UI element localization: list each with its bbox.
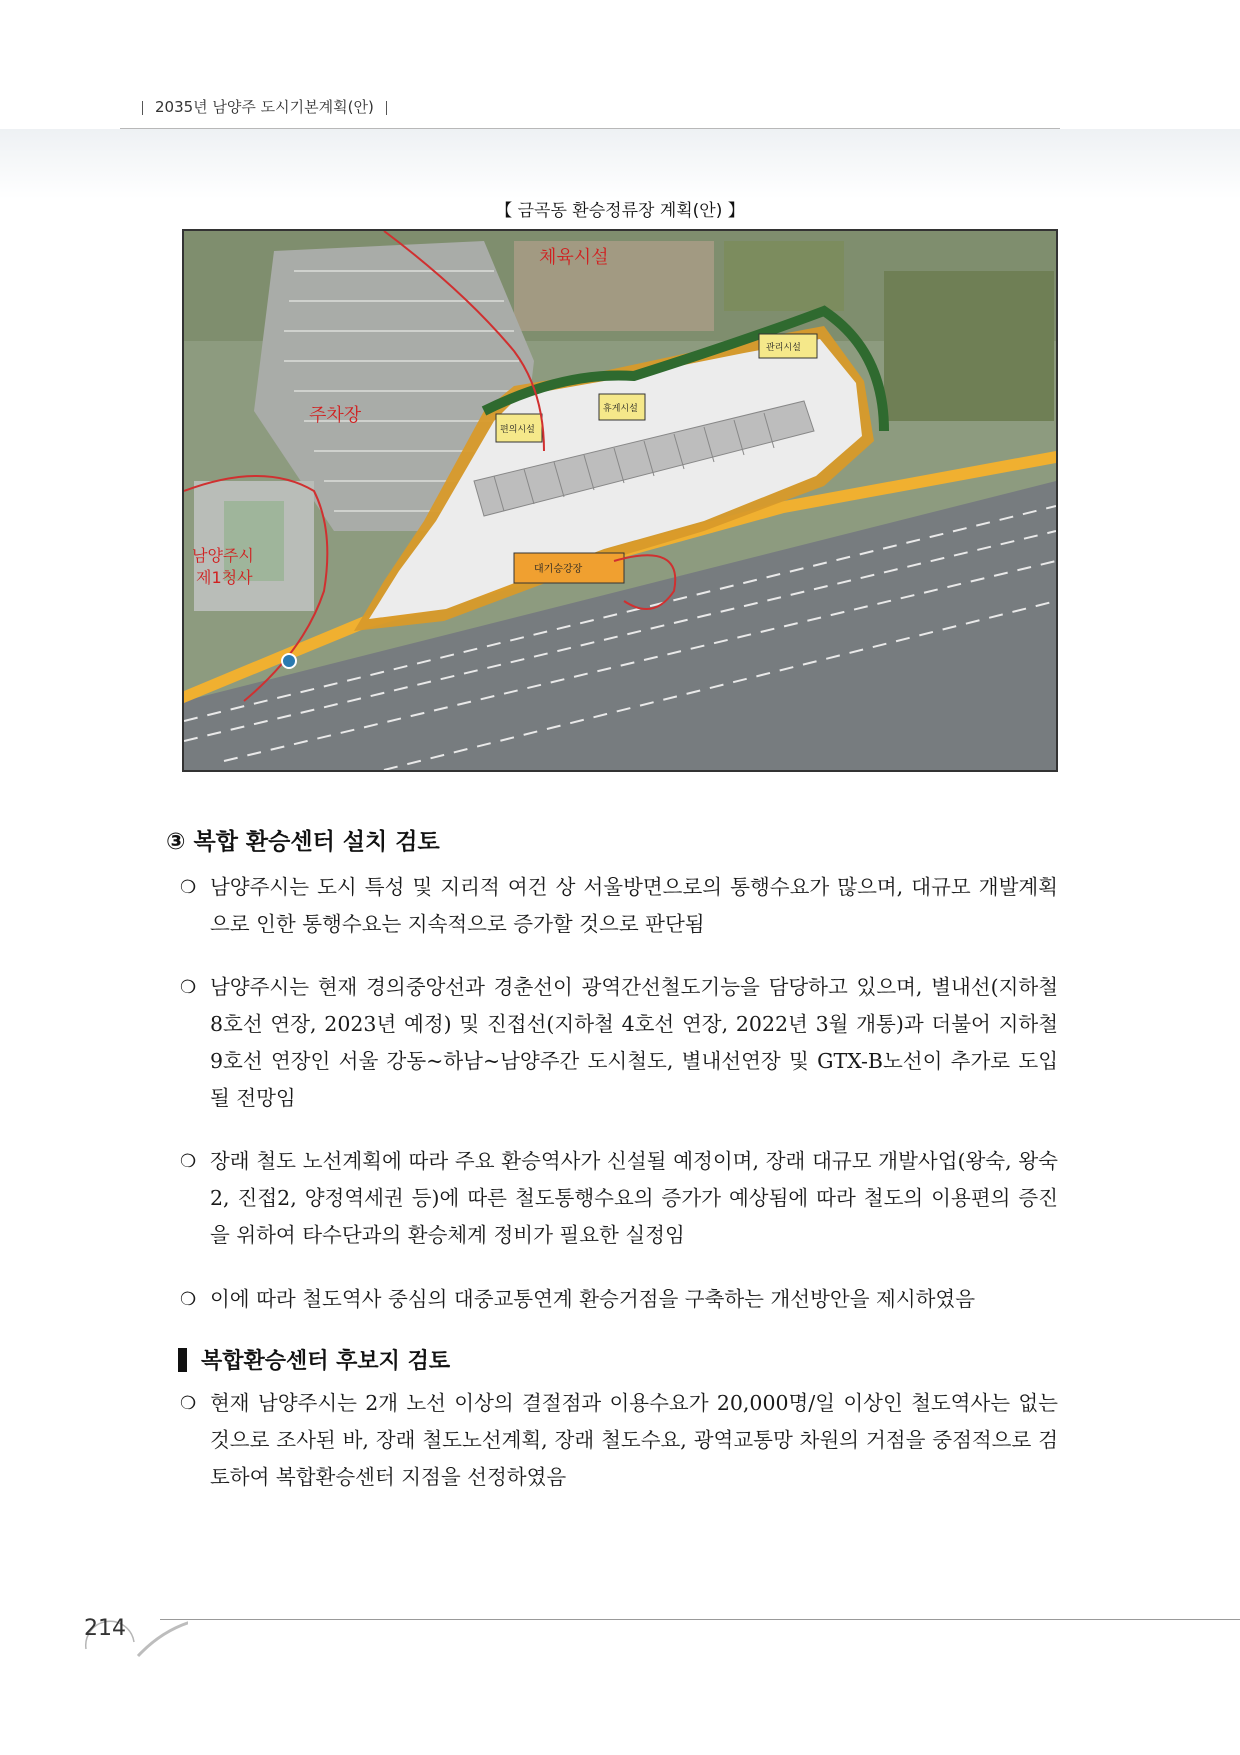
bullet-symbol: ❍ bbox=[180, 977, 197, 998]
header-title: 2035년 남양주 도시기본계획(안) bbox=[155, 98, 374, 116]
bullet-text: 현재 남양주시는 2개 노선 이상의 결절점과 이용수요가 20,000명/일 이상인 철도역사는 없는 것으로 조사된 바, 장래 철도노선계획, 장래 철도수요, 광역교통망 차원의 거점을 중점적으로 검토하여 복합환승센터 지점을 선정하였음 bbox=[210, 1391, 1058, 1489]
bullet-item bbox=[180, 1143, 1058, 1254]
header-divider bbox=[142, 101, 143, 115]
bullet-symbol: ❍ bbox=[180, 1151, 197, 1172]
bullet-text: 장래 철도 노선계획에 따라 주요 환승역사가 신설될 예정이며, 장래 대규모 개발사업(왕숙, 왕숙2, 진접2, 양정역세권 등)에 따른 철도통행수요의 증가가 예상됨에 따라 철도의 이용편의 증진을 위하여 타수단과의 환승체계 정비가 필요한 실정임 bbox=[210, 1149, 1058, 1247]
bullet-item bbox=[180, 869, 1058, 943]
bullet-symbol: ❍ bbox=[180, 1289, 197, 1310]
subsection-title-text: 복합환승센터 후보지 검토 bbox=[201, 1349, 451, 1374]
page-number: 214 bbox=[84, 1616, 126, 1641]
bullet-symbol: ❍ bbox=[180, 1393, 197, 1414]
bullet-item bbox=[180, 1385, 1058, 1496]
bullet-symbol: ❍ bbox=[180, 877, 197, 898]
map-label-facility-a: 편의시설 bbox=[500, 425, 535, 435]
map-label-cityhall: 남양주시 bbox=[192, 546, 254, 565]
map-label-parking: 주차장 bbox=[309, 405, 362, 426]
bullet-item bbox=[180, 1281, 1058, 1318]
bullet-text: 이에 따라 철도역사 중심의 대중교통연계 환승거점을 구축하는 개선방안을 제시하였음 bbox=[210, 1287, 976, 1311]
header-divider bbox=[386, 101, 387, 115]
map-label-facility-c: 관리시설 bbox=[766, 343, 801, 353]
site-plan-map bbox=[182, 229, 1058, 772]
figure-caption: 【 금곡동 환승정류장 계획(안) 】 bbox=[495, 201, 745, 221]
aerial-plan-image bbox=[184, 231, 1056, 770]
bullet-item bbox=[180, 969, 1058, 1117]
header-shadow bbox=[0, 129, 1240, 199]
section-title: ③ 복합 환승센터 설치 검토 bbox=[166, 829, 440, 855]
footer-rule bbox=[160, 1619, 1240, 1620]
bullet-text: 남양주시는 도시 특성 및 지리적 여건 상 서울방면으로의 통행수요가 많으며, 대규모 개발계획으로 인한 통행수요는 지속적으로 증가할 것으로 판단됨 bbox=[210, 875, 1058, 936]
map-label-sports: 체육시설 bbox=[539, 247, 609, 268]
map-label-cityhall-2: 제1청사 bbox=[196, 568, 253, 587]
map-label-facility-b: 휴게시설 bbox=[603, 404, 638, 414]
bullet-text: 남양주시는 현재 경의중앙선과 경춘선이 광역간선철도기능을 담당하고 있으며, 별내선(지하철 8호선 연장, 2023년 예정) 및 진접선(지하철 4호선 연장, 2022년 3월 개통)과 더불어 지하철 9호선 연장인 서울 강동~하남~남양주간 도시철도, 별내선연장 및 GTX-B노선이 추가로 도입될 전망임 bbox=[210, 975, 1058, 1110]
map-label-platform: 대기승강장 bbox=[534, 564, 583, 575]
subsection-title bbox=[178, 1344, 450, 1375]
heading-block-marker bbox=[178, 1348, 187, 1372]
header-rule bbox=[120, 128, 1060, 129]
running-header bbox=[130, 96, 399, 117]
